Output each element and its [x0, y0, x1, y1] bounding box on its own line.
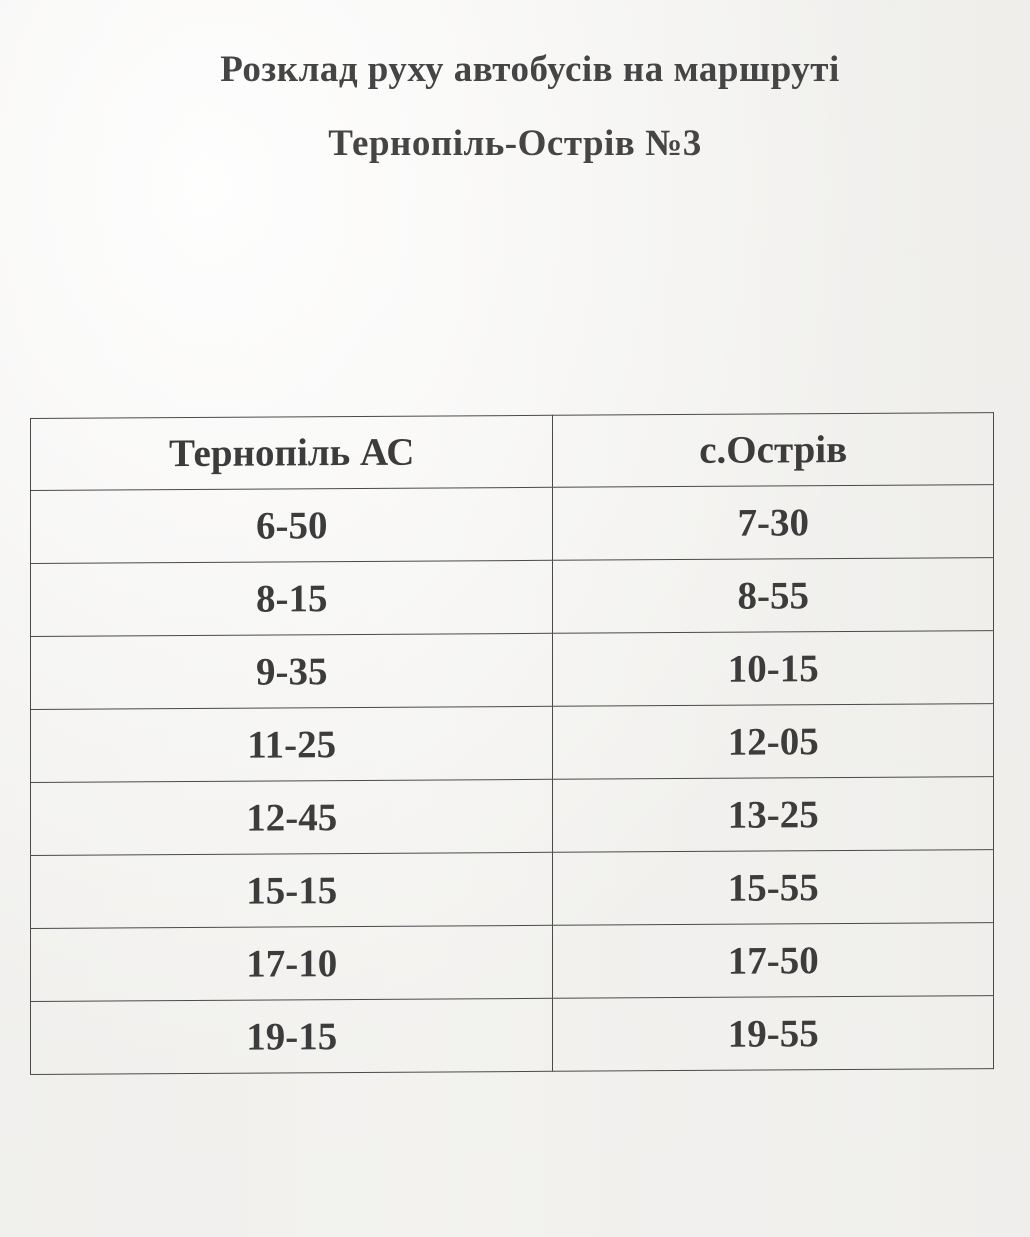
table-row: [31, 923, 994, 1002]
route-title: Тернопіль-Острів №3: [328, 123, 702, 164]
departure-ternopil: 15-15: [31, 852, 553, 928]
departure-ternopil: 12-45: [31, 779, 553, 855]
table-row: [31, 485, 994, 564]
table-row: [31, 850, 994, 929]
departure-ternopil: 19-15: [31, 998, 553, 1074]
departure-ostriv: 7-30: [553, 485, 994, 561]
departure-ostriv: 10-15: [553, 631, 994, 707]
departure-ternopil: 8-15: [31, 560, 553, 636]
departure-ternopil: 11-25: [31, 706, 553, 782]
departure-ostriv: 13-25: [553, 777, 994, 853]
table-row: [31, 996, 994, 1075]
header-ternopil: Тернопіль АС: [31, 415, 553, 490]
departure-ostriv: 8-55: [553, 558, 994, 634]
departure-ostriv: 15-55: [553, 850, 994, 926]
table-row: [31, 558, 994, 637]
departure-ostriv: 12-05: [553, 704, 994, 780]
departure-ternopil: 17-10: [31, 925, 553, 1001]
departure-ternopil: 6-50: [31, 487, 553, 563]
table-row: [31, 704, 994, 783]
departure-ostriv: 17-50: [553, 923, 994, 999]
table-row: [31, 631, 994, 710]
schedule-table: [30, 412, 994, 1075]
departure-ternopil: 9-35: [31, 633, 553, 709]
departure-ostriv: 19-55: [553, 996, 994, 1072]
schedule-title: Розклад руху автобусів на маршруті: [220, 49, 840, 90]
table-header-row: [31, 413, 994, 491]
header-ostriv: с.Острів: [553, 413, 994, 488]
table-row: [31, 777, 994, 856]
